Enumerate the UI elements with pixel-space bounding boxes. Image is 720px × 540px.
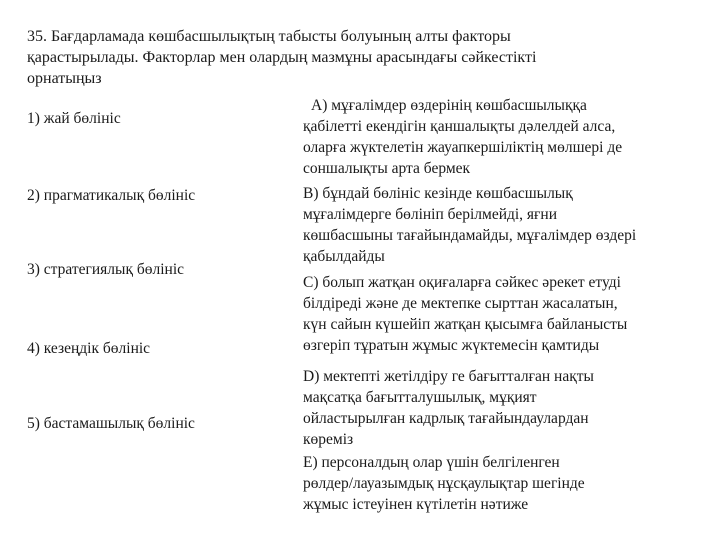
description-line: A) мұғалімдер өздерінің көшбасшылыққа <box>311 97 587 114</box>
factor-3: 3) стратегиялық бөлініс <box>27 261 185 278</box>
description-line: D) мектепті жетілдіру ге бағытталған нақты <box>303 368 594 385</box>
description-line: көшбасшыны тағайындамайды, мұғалімдер өздері <box>303 227 637 244</box>
description-line: білдіреді және де мектепке сырттан жасалатын, <box>303 295 618 312</box>
factor-5: 5) бастамашылық бөлініс <box>27 415 195 432</box>
description-line: жұмыс істеуінен күтілетін нәтиже <box>303 496 529 513</box>
factor-2: 2) прагматикалық бөлініс <box>27 187 196 204</box>
description-line: C) болып жатқан оқиғаларға сәйкес әрекет етуді <box>303 274 621 291</box>
description-line: мақсатқа бағытталушылық, мұқият <box>303 389 537 406</box>
factor-1: 1) жай бөлініс <box>27 110 121 127</box>
question-text <box>27 26 687 89</box>
description-line: ойластырылған кадрлық тағайындаулардан <box>303 410 589 427</box>
description-line: күн сайын күшейіп жатқан қысымға байланысты <box>303 316 628 333</box>
description-d <box>303 366 703 450</box>
description-line: рөлдер/лауазымдық нұсқаулықтар шегінде <box>303 475 585 492</box>
question-line: 35. Бағдарламада көшбасшылықтың табысты болуының алты факторы <box>27 28 511 45</box>
description-e <box>303 452 703 515</box>
description-a <box>303 95 703 179</box>
description-line: көреміз <box>303 431 354 448</box>
description-line: E) персоналдың олар үшін белгіленген <box>303 454 560 471</box>
description-line: B) бұндай бөлініс кезінде көшбасшылық <box>303 185 573 202</box>
description-c <box>303 272 703 356</box>
description-line: қабілетті екендігін қаншалықты дәлелдей алса, <box>303 118 616 135</box>
description-line: соншалықты арта бермек <box>303 160 471 177</box>
description-line: оларға жүктелетін жауапкершіліктің мөлшері де <box>303 139 623 156</box>
description-line: мұғалімдерге бөлініп берілмейді, яғни <box>303 206 558 223</box>
description-line: қабылдайды <box>303 248 385 265</box>
description-b <box>303 183 703 267</box>
question-line: қарастырылады. Факторлар мен олардың мазмұны арасындағы сәйкестікті <box>27 49 537 66</box>
factor-4: 4) кезеңдік бөлініс <box>27 340 151 357</box>
description-line: өзгеріп тұратын жұмыс жүктемесін қамтиды <box>303 337 600 354</box>
question-line: орнатыңыз <box>27 70 102 87</box>
